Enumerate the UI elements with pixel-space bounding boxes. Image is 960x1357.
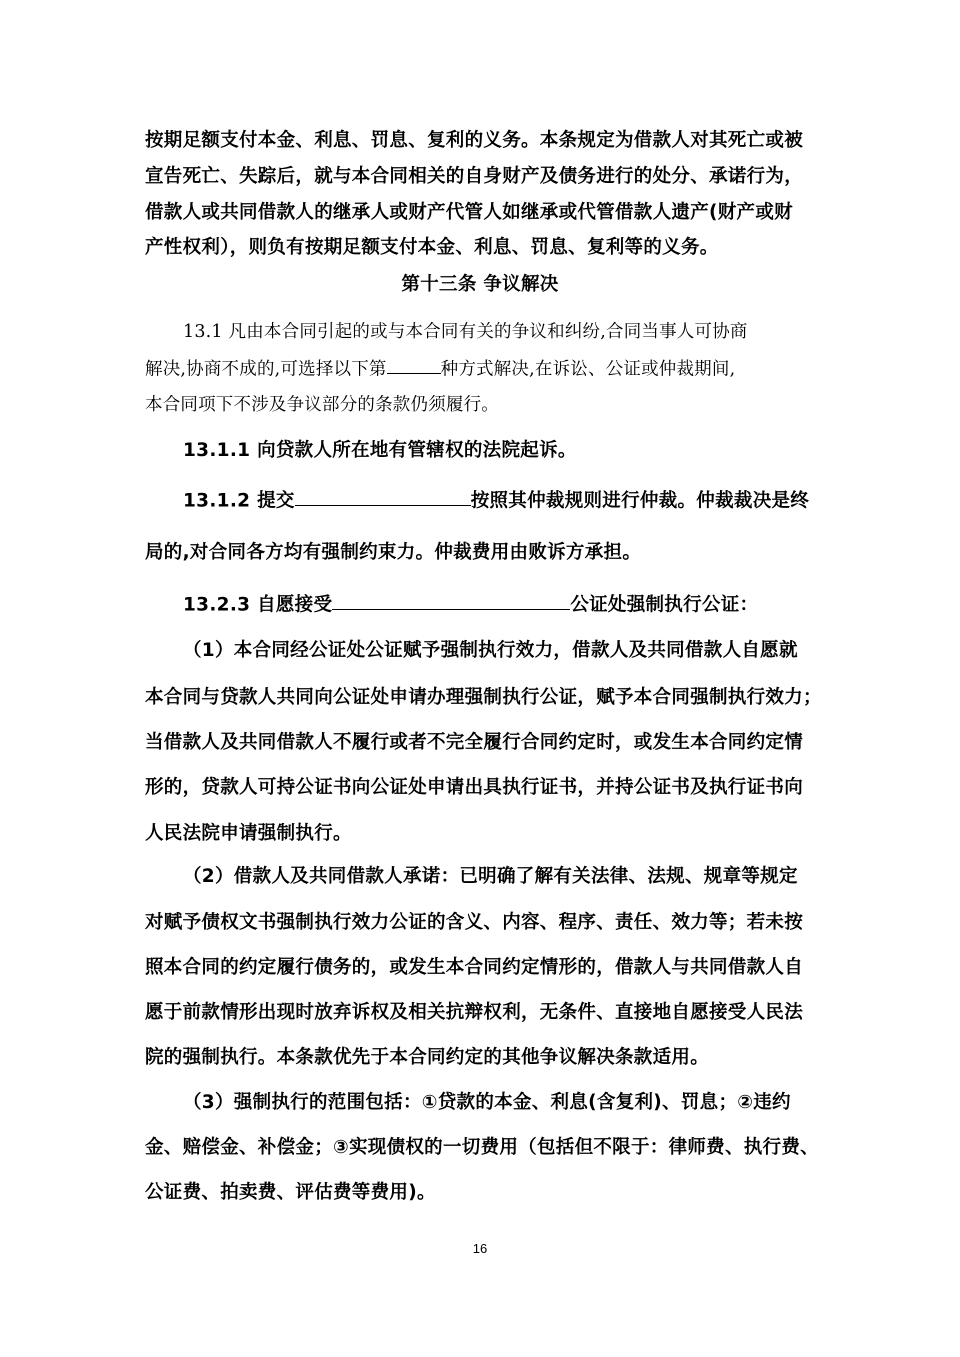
clause-13-2-3-text: 公证处强制执行公证： bbox=[570, 594, 759, 616]
page-number: 16 bbox=[472, 1241, 488, 1256]
item-2-line: 愿于前款情形出现时放弃诉权及相关抗辩权利，无条件、直接地自愿接受人民法 bbox=[145, 1002, 804, 1023]
intro-line: 按期足额支付本金、利息、罚息、复利的义务。本条规定为借款人对其死亡或被 bbox=[145, 130, 804, 151]
item-3-line: 公证费、拍卖费、评估费等费用)。 bbox=[145, 1182, 436, 1203]
clause-13-1-line bbox=[145, 355, 735, 380]
item-3-line: （3）强制执行的范围包括：①贷款的本金、利息(含复利)、罚息；②违约 bbox=[183, 1092, 791, 1113]
clause-13-1-line: 13.1 凡由本合同引起的或与本合同有关的争议和纠纷,合同当事人可协商 bbox=[183, 322, 748, 342]
clause-13-1-text: 种方式解决,在诉讼、公证或仲裁期间, bbox=[440, 359, 736, 380]
item-1-line: 人民法院申请强制执行。 bbox=[145, 823, 352, 844]
clause-13-1-2-text: 13.1.2 提交 bbox=[183, 490, 295, 512]
intro-line: 借款人或共同借款人的继承人或财产代管人如继承或代管借款人遗产(财产或财 bbox=[145, 202, 793, 223]
item-2-line: （2）借款人及共同借款人承诺：已明确了解有关法律、法规、规章等规定 bbox=[183, 866, 798, 887]
clause-13-1-2-text: 按照其仲裁规则进行仲裁。仲裁裁决是终 bbox=[470, 490, 810, 512]
article-heading: 第十三条 争议解决 bbox=[401, 274, 559, 295]
item-1-line: 形的，贷款人可持公证书向公证处申请出具执行证书，并持公证书及执行证书向 bbox=[145, 777, 804, 798]
clause-13-1-2-line: 局的,对合同各方均有强制约束力。仲裁费用由败诉方承担。 bbox=[145, 542, 642, 563]
clause-13-1-text: 解决,协商不成的,可选择以下第 bbox=[145, 359, 387, 380]
clause-13-1-1: 13.1.1 向贷款人所在地有管辖权的法院起诉。 bbox=[183, 440, 577, 461]
clause-13-1-2-line bbox=[183, 486, 809, 512]
clause-13-2-3-text: 13.2.3 自愿接受 bbox=[183, 594, 333, 616]
item-2-line: 对赋予债权文书强制执行效力公证的含义、内容、程序、责任、效力等；若未按 bbox=[145, 912, 804, 933]
item-2-line: 院的强制执行。本条款优先于本合同约定的其他争议解决条款适用。 bbox=[145, 1047, 710, 1068]
notary-blank bbox=[332, 590, 570, 610]
intro-line: 产性权利），则负有按期足额支付本金、利息、罚息、复利等的义务。 bbox=[145, 237, 719, 258]
choice-blank bbox=[387, 355, 441, 374]
intro-line: 宣告死亡、失踪后，就与本合同相关的自身财产及债务进行的处分、承诺行为， bbox=[145, 166, 804, 187]
item-1-line: （1）本合同经公证处公证赋予强制执行效力，借款人及共同借款人自愿就 bbox=[183, 640, 798, 661]
clause-13-1-line: 本合同项下不涉及争议部分的条款仍须履行。 bbox=[145, 395, 499, 415]
item-1-line: 当借款人及共同借款人不履行或者不完全履行合同约定时，或发生本合同约定情 bbox=[145, 732, 804, 753]
item-2-line: 照本合同的约定履行债务的，或发生本合同约定情形的，借款人与共同借款人自 bbox=[145, 957, 804, 978]
arbitration-blank bbox=[295, 486, 471, 506]
item-3-line: 金、赔偿金、补偿金；③实现债权的一切费用（包括但不限于：律师费、执行费、 bbox=[145, 1137, 819, 1158]
clause-13-2-3-line bbox=[183, 590, 758, 616]
item-1-line: 本合同与贷款人共同向公证处申请办理强制执行公证，赋予本合同强制执行效力； bbox=[145, 687, 822, 708]
